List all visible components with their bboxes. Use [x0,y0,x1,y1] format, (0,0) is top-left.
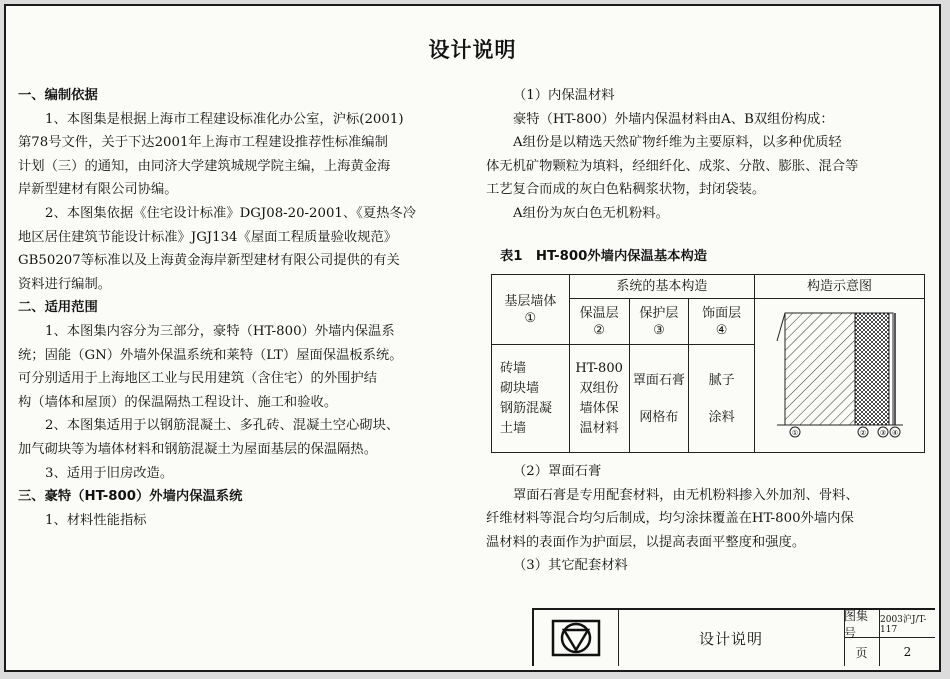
subheader-label: 保护层 [639,305,679,321]
construction-diagram [754,299,924,453]
subheader-protection [629,299,689,345]
text-line: 可分别适用于上海地区工业与民用建筑（含住宅）的外围护结 [18,371,378,387]
subheader-num: ② [593,322,605,338]
insulation-line: 温材料 [579,420,619,436]
text-line: （1）内保温材料 [513,88,615,103]
text-line: 1、本图集内容分为三部分，豪特（HT-800）外墙内保温系 [45,323,395,339]
page-value: 2 [903,645,912,659]
base-wall-line: 钢筋混凝 [500,400,553,416]
protection-value: 网格布 [639,409,679,425]
text-line: 岸新型建材有限公司协编。 [18,182,178,198]
text-line: 1、材料性能指标 [45,512,147,528]
subheader-insulation [569,299,629,345]
base-wall-line: 土墙 [500,420,527,436]
text-line: 1、本图集是根据上海市工程建设标准化办公室，沪标(2001) [45,111,404,127]
header-diagram: 构造示意图 [754,275,924,299]
text-line: 资料进行编制。 [18,276,112,292]
base-wall-line: 砖墙 [500,360,527,376]
text-line: 豪特（HT-800）外墙内保温材料由A、B双组份构成： [513,111,834,127]
page-label: 页 [844,638,880,666]
text-line: 地区居住建筑节能设计标准》JGJ134《屋面工程质量验收规范》 [18,229,398,245]
text-line: 罩面石膏是专用配套材料，由无机粉料掺入外加剂、骨料、 [513,487,859,503]
text-line: 构（墙体和屋顶）的保温隔热工程设计、施工和验收。 [18,394,338,410]
subheader-finish [689,299,755,345]
section-heading: 二、适用范围 [18,300,98,316]
base-wall-types [492,345,570,453]
protection-material [629,345,689,453]
logo-icon [534,610,619,666]
text-line: GB50207等标准以及上海黄金海岸新型建材有限公司提供的有关 [18,253,400,269]
diagram-label: ② [859,428,867,437]
header-system: 系统的基本构造 [569,275,754,299]
left-column [18,84,458,532]
table-caption-wrap [500,245,707,264]
header-base-label: 基层墙体 [504,293,557,309]
text-line: 2、本图集依据《住宅设计标准》DGJ08-20-2001、《夏热冬冷 [45,205,417,221]
text-line: 计划（三）的通知，由同济大学建筑城规学院主编，上海黄金海 [18,158,391,174]
subheader-num: ④ [715,322,728,338]
text-line: 统；固能（GN）外墙外保温系统和莱特（LT）屋面保温板系统。 [18,347,403,363]
subheader-label: 饰面层 [702,305,742,321]
header-base-wall [492,275,570,345]
insulation-line: HT-800 [575,360,623,376]
construction-table [491,274,925,453]
text-line: 3、适用于旧房改造。 [45,465,174,481]
text-line: 第78号文件，关于下达2001年上海市工程建设推荐性标准编制 [18,135,388,151]
insulation-line: 墙体保 [579,400,619,416]
diagram-label: ① [791,428,799,437]
text-line: A组份是以精选天然矿物纤维为主要原料，以多种优质轻 [513,135,842,151]
text-line: 纤维材料等混合均匀后制成，均匀涂抹覆盖在HT-800外墙内保 [486,511,854,527]
text-line: 2、本图集适用于以钢筋混凝土、多孔砖、混凝土空心砌块、 [45,418,400,434]
text-line: 加气砌块等为墙体材料和钢筋混凝土为屋面基层的保温隔热。 [18,441,378,457]
protection-value: 罩面石膏 [632,372,685,388]
subheader-num: ③ [653,322,665,338]
base-wall-hatch [785,313,855,425]
subheader-label: 保温层 [579,305,619,321]
break-line [777,313,785,341]
section-heading: 三、豪特（HT-800）外墙内保温系统 [18,489,243,505]
wall-section-diagram [755,301,923,451]
atlas-label: 图集号 [844,610,880,638]
diagram-label: ③ [879,428,887,437]
atlas-value: 2003沪J/T-117 [880,610,935,638]
insulation-line: 双组份 [579,380,619,396]
finish-material [689,345,755,453]
text-line: 体无机矿物颗粒为填料，经细纤化、成浆、分散、膨胀、混合等 [486,158,859,174]
table-caption: 表1 HT-800外墙内保温基本构造 [500,249,708,264]
insulation-material [569,345,629,453]
text-line: 工艺复合而成的灰白色粘稠浆状物，封闭袋装。 [486,182,766,198]
insulation-layer [855,313,889,425]
page-title: 设计说明 [428,38,517,62]
header-base-num: ① [524,310,537,326]
right-column-bottom [486,460,926,578]
text-line: 温材料的表面作为护面层，以提高表面平整度和强度。 [486,534,806,550]
finish-value: 涂料 [708,409,735,425]
text-line: （2）罩面石膏 [513,464,602,479]
drawing-name: 设计说明 [618,610,845,666]
protection-layer [889,313,893,425]
text-line: A组份为灰白色无机粉料。 [513,205,669,221]
section-heading: 一、编制依据 [18,88,98,103]
finish-value: 腻子 [708,372,735,388]
diagram-label: ④ [891,428,899,437]
base-wall-line: 砌块墙 [500,380,540,396]
text-line: （3）其它配套材料 [513,558,628,574]
title-block [532,608,935,666]
right-column-top [486,84,926,226]
